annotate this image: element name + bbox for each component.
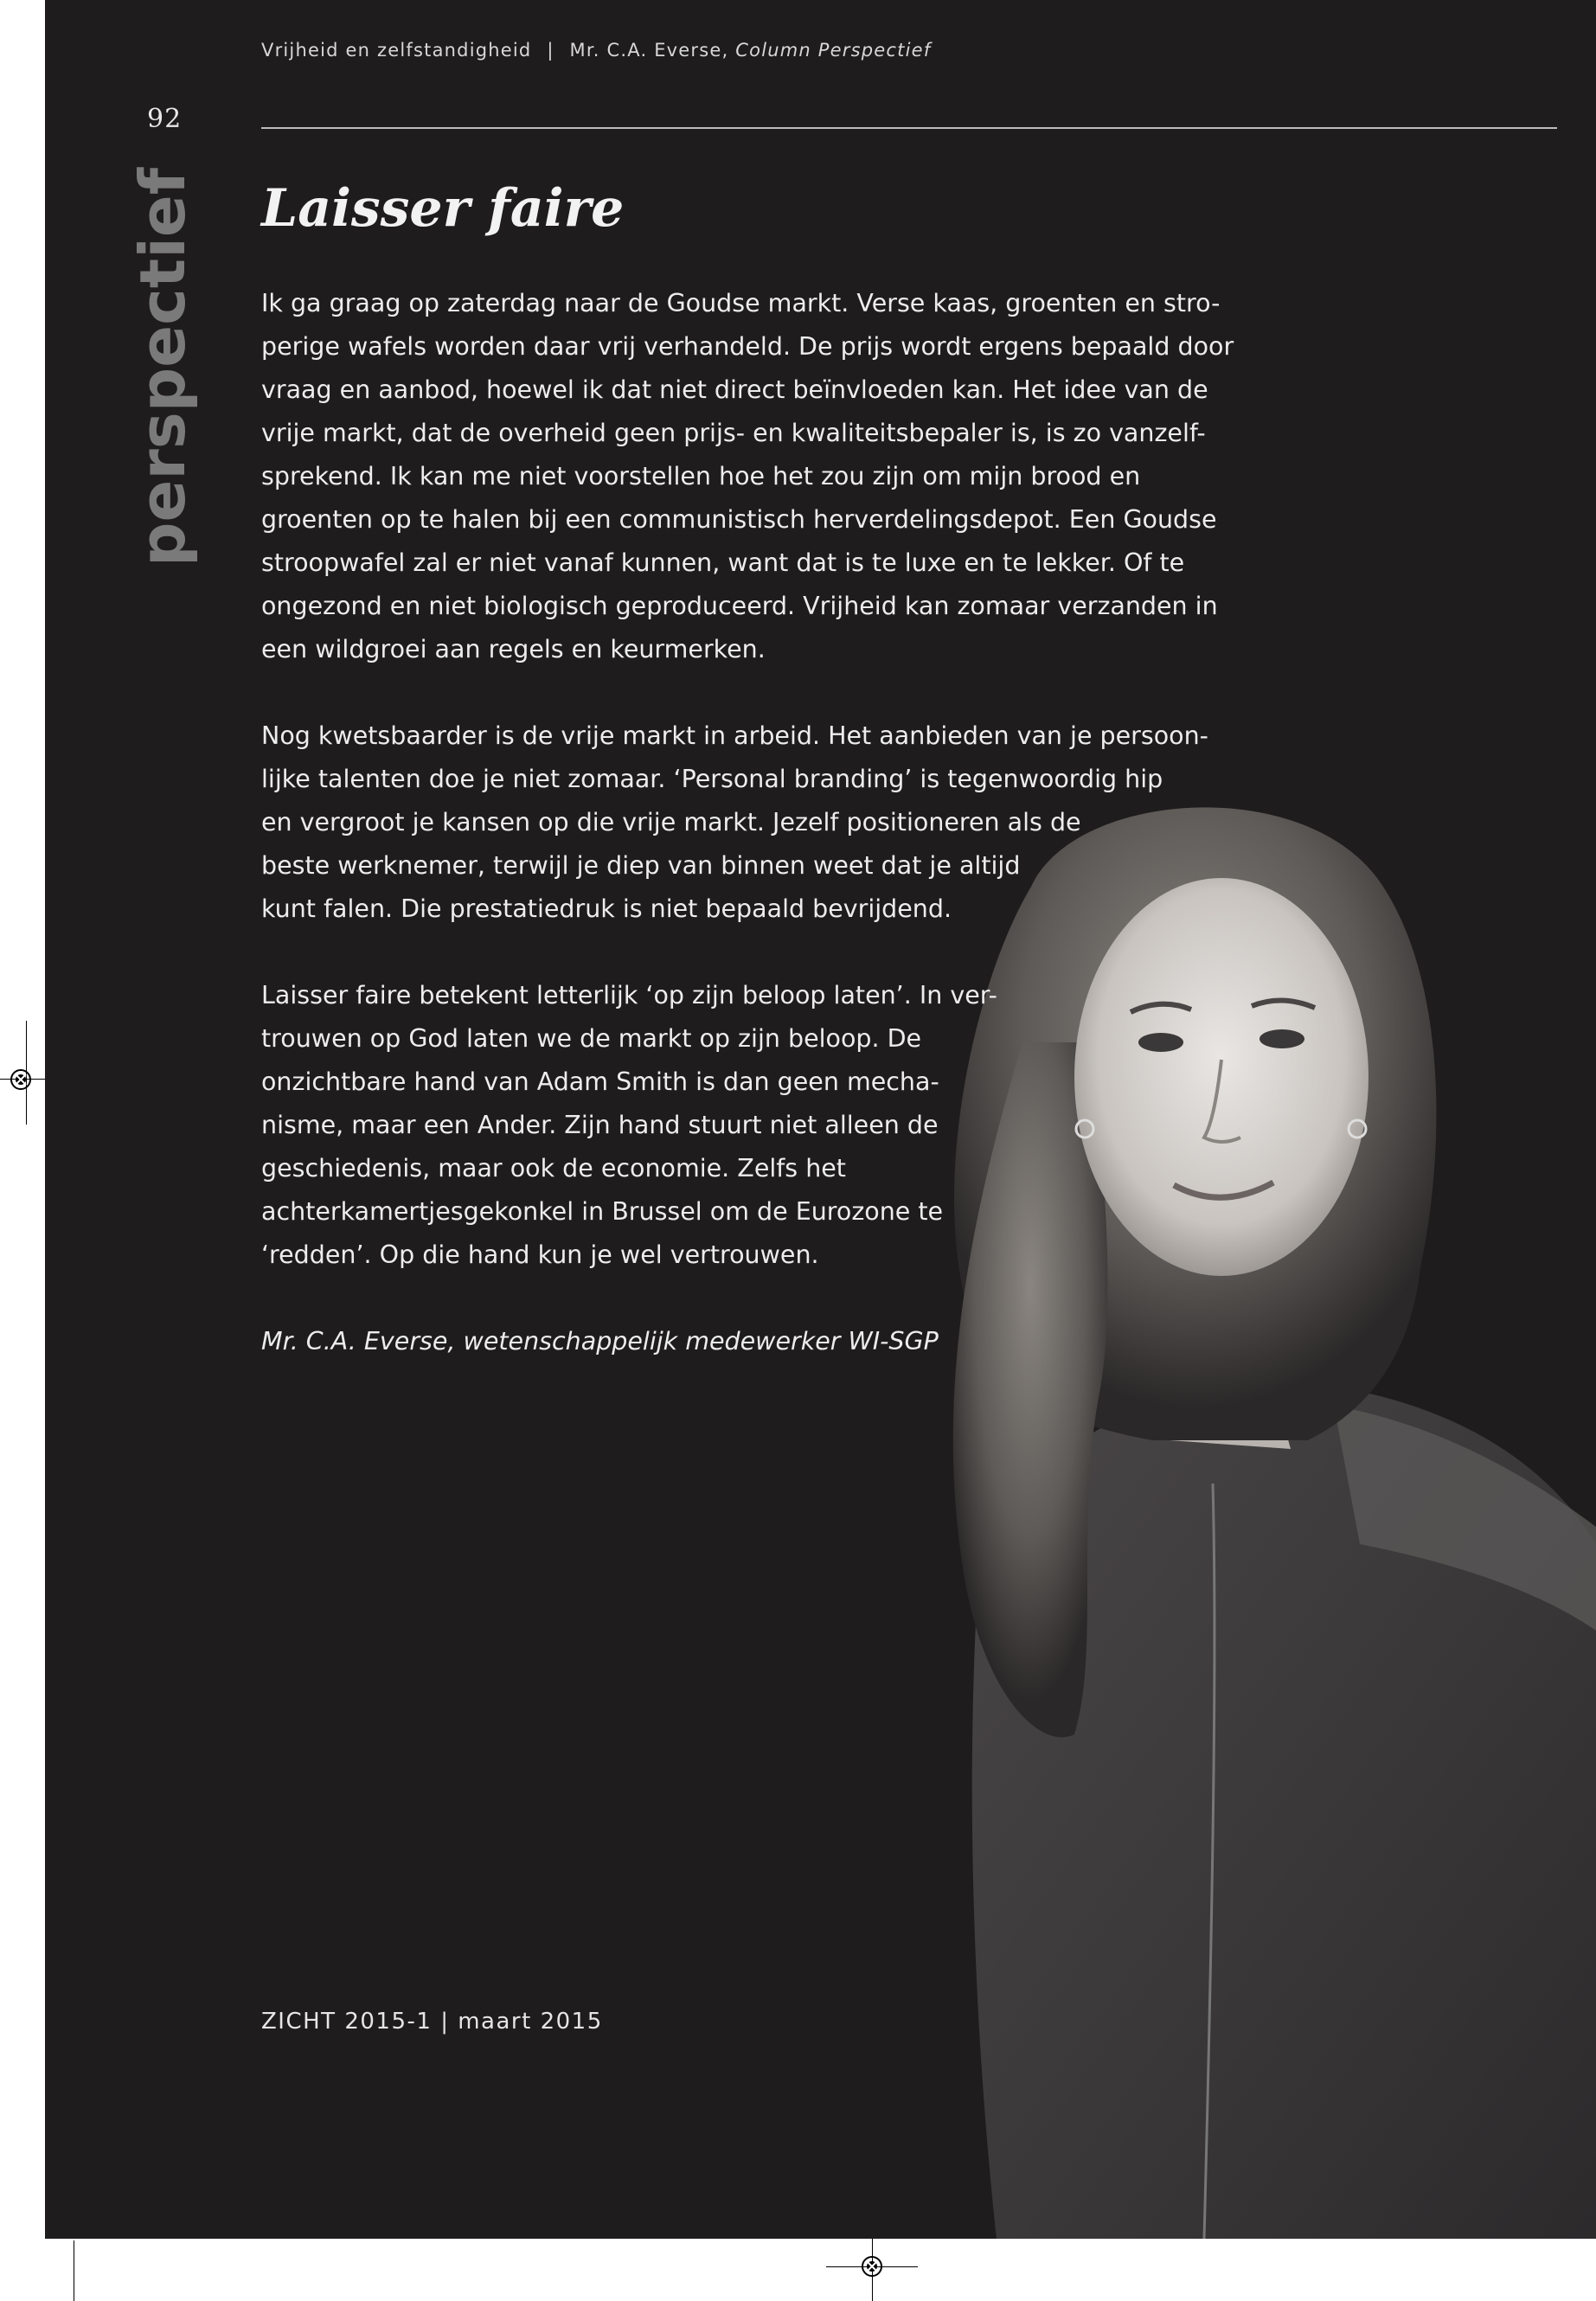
body-line: nisme, maar een Ander. Zijn hand stuurt niet alleen de <box>261 1111 939 1139</box>
body-line: onzichtbare hand van Adam Smith is dan geen mecha- <box>261 1067 939 1096</box>
body-line: ongezond en niet biologisch geproduceerd. Vrijheid kan zomaar verzanden in <box>261 592 1218 620</box>
author-byline: Mr. C.A. Everse, wetenschappelijk medewerker WI-SGP <box>261 1327 939 1356</box>
body-line: ‘redden’. Op die hand kun je wel vertrouwen. <box>261 1240 819 1269</box>
paragraph-3 <box>261 974 1299 1277</box>
page-panel <box>45 0 1596 2239</box>
paragraph-1 <box>261 282 1299 671</box>
footer-date: maart 2015 <box>458 2009 603 2035</box>
header-author: Mr. C.A. Everse, <box>569 40 729 61</box>
body-line: Nog kwetsbaarder is de vrije markt in arbeid. Het aanbieden van je persoon- <box>261 721 1208 750</box>
body-line: en vergroot je kansen op die vrije markt. Jezelf positioneren als de <box>261 808 1081 836</box>
header-separator: | <box>547 40 554 61</box>
body-line: perige wafels worden daar vrij verhandeld. De prijs wordt ergens bepaald door <box>261 332 1234 361</box>
body-line: geschiedenis, maar ook de economie. Zelfs het <box>261 1154 846 1183</box>
body-line: groenten op te halen bij een communistisch herverdelingsdepot. Een Goudse <box>261 505 1217 534</box>
body-line: stroopwafel zal er niet vanaf kunnen, want dat is te luxe en te lekker. Of te <box>261 548 1185 577</box>
body-line: vrije markt, dat de overheid geen prijs- en kwaliteitsbepaler is, is zo vanzelf- <box>261 419 1206 447</box>
body-line: vraag en aanbod, hoewel ik dat niet direct beïnvloeden kan. Het idee van de <box>261 375 1208 404</box>
body-line: trouwen op God laten we de markt op zijn beloop. De <box>261 1024 922 1053</box>
section-label: perspectief <box>126 167 199 567</box>
footer-separator: | <box>440 2009 450 2035</box>
body-line: sprekend. Ik kan me niet voorstellen hoe het zou zijn om mijn brood en <box>261 462 1141 490</box>
page-number: 92 <box>147 104 183 134</box>
body-line: achterkamertjesgekonkel in Brussel om de Eurozone te <box>261 1197 944 1226</box>
registration-mark-left-icon <box>2 1061 40 1099</box>
running-title: Vrijheid en zelfstandigheid <box>261 40 532 61</box>
footer-issue: ZICHT 2015-1 <box>261 2009 433 2035</box>
body-line: beste werknemer, terwijl je diep van binnen weet dat je altijd <box>261 851 1021 880</box>
paragraph-2 <box>261 715 1299 931</box>
body-line: Laisser faire betekent letterlijk ‘op zijn beloop laten’. In ver- <box>261 981 997 1009</box>
body-line: een wildgroei aan regels en keurmerken. <box>261 635 766 663</box>
header-rule <box>261 127 1557 129</box>
footer <box>261 2009 603 2035</box>
article-body <box>261 282 1299 1407</box>
registration-mark-bottom-icon <box>853 2247 891 2285</box>
header-column-title: Column Perspectief <box>735 40 932 61</box>
body-line: kunt falen. Die prestatiedruk is niet bepaald bevrijdend. <box>261 894 952 923</box>
body-line: lijke talenten doe je niet zomaar. ‘Personal branding’ is tegenwoordig hip <box>261 765 1163 793</box>
body-line: Ik ga graag op zaterdag naar de Goudse markt. Verse kaas, groenten en stro- <box>261 289 1221 317</box>
running-header <box>261 40 931 61</box>
article-title: Laisser faire <box>261 178 625 239</box>
